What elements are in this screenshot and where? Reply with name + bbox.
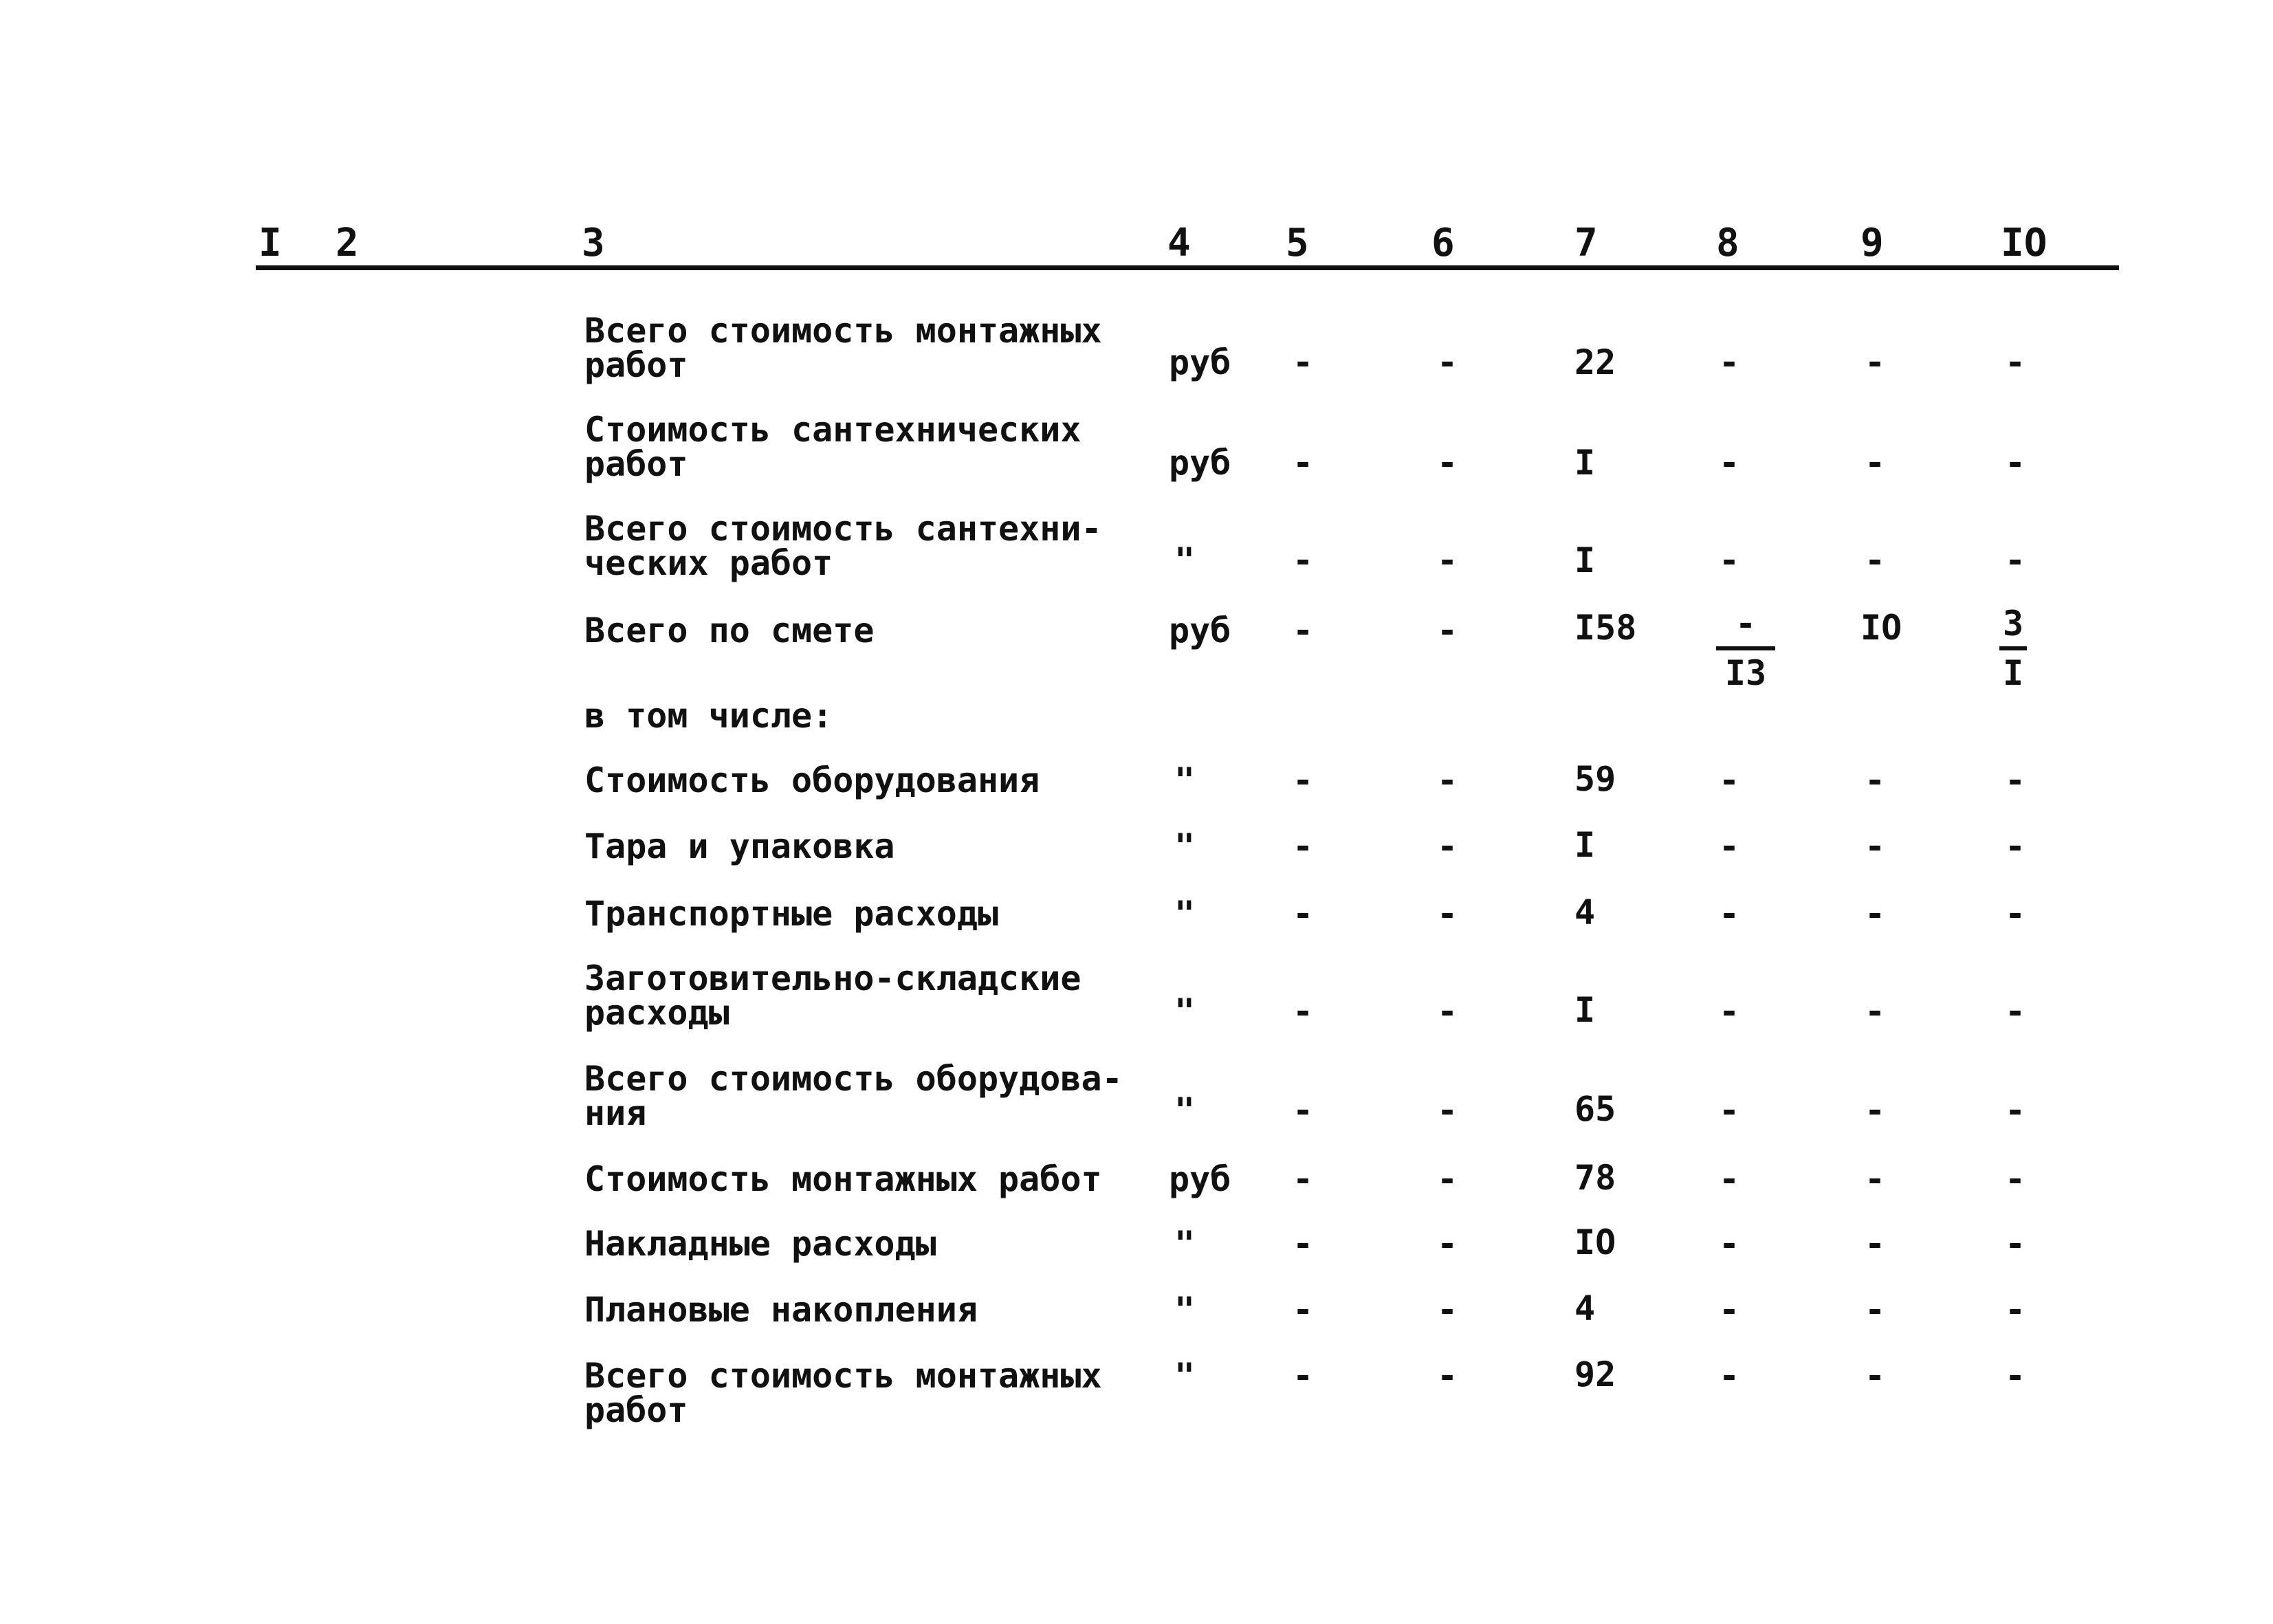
col8-cell: - bbox=[1719, 342, 1740, 382]
col5-cell: - bbox=[1293, 1290, 1314, 1330]
col9-cell: - bbox=[1865, 443, 1886, 483]
col9-cell: - bbox=[1865, 1290, 1886, 1330]
col7-cell: I bbox=[1574, 443, 1596, 483]
col6-cell: - bbox=[1437, 991, 1458, 1031]
col10-fraction bbox=[1999, 604, 2027, 693]
col6-cell: - bbox=[1437, 443, 1458, 483]
col5-cell: - bbox=[1293, 1090, 1314, 1130]
unit-cell: " bbox=[1174, 1090, 1196, 1130]
col8-fraction-numerator: - bbox=[1735, 604, 1757, 644]
unit-cell: руб bbox=[1169, 1159, 1231, 1199]
col5-cell: - bbox=[1293, 540, 1314, 580]
col8-fraction-bar bbox=[1716, 646, 1775, 650]
col6-cell: - bbox=[1437, 611, 1458, 650]
column-header-2: 2 bbox=[336, 221, 359, 265]
unit-cell: " bbox=[1174, 540, 1196, 580]
row-description: Всего стоимость монтажных работ bbox=[584, 311, 1102, 385]
unit-cell: " bbox=[1174, 760, 1196, 800]
col5-cell: - bbox=[1293, 1356, 1314, 1396]
col5-cell: - bbox=[1293, 611, 1314, 650]
row-description: Накладные расходы bbox=[584, 1224, 936, 1264]
unit-cell: " bbox=[1174, 991, 1196, 1031]
unit-cell: " bbox=[1174, 1356, 1196, 1396]
row-description: Стоимость оборудования bbox=[584, 760, 1040, 800]
row-description: Всего стоимость сантехни- ческих работ bbox=[584, 509, 1102, 583]
column-header-9: 9 bbox=[1860, 221, 1884, 265]
row-description: Стоимость монтажных работ bbox=[584, 1159, 1102, 1199]
col10-fraction-numerator: 3 bbox=[2002, 604, 2024, 644]
col10-cell: - bbox=[2005, 443, 2026, 483]
col7-cell: I bbox=[1574, 990, 1596, 1030]
col6-cell: - bbox=[1437, 894, 1458, 934]
col9-cell: - bbox=[1865, 826, 1886, 866]
col9-cell: - bbox=[1865, 1159, 1886, 1199]
col8-cell: - bbox=[1719, 991, 1740, 1031]
column-header-8: 8 bbox=[1716, 221, 1739, 265]
col8-fraction bbox=[1716, 604, 1775, 693]
column-header-3: 3 bbox=[582, 221, 605, 265]
unit-cell: руб bbox=[1169, 611, 1231, 650]
col5-cell: - bbox=[1293, 894, 1314, 934]
col10-cell: - bbox=[2005, 1159, 2026, 1199]
col10-cell: - bbox=[2005, 894, 2026, 934]
col8-cell: - bbox=[1719, 1356, 1740, 1396]
col10-cell: - bbox=[2005, 1224, 2026, 1264]
row-description: Плановые накопления bbox=[584, 1290, 978, 1330]
row-description: Стоимость сантехнических работ bbox=[584, 410, 1081, 484]
column-header-4: 4 bbox=[1167, 221, 1191, 265]
col7-cell: 65 bbox=[1574, 1089, 1616, 1129]
col8-cell: - bbox=[1719, 760, 1740, 800]
row-description: Заготовительно-складские расходы bbox=[584, 958, 1081, 1033]
col8-cell: - bbox=[1719, 1290, 1740, 1330]
col10-cell: - bbox=[2005, 540, 2026, 580]
col9-cell: - bbox=[1865, 1090, 1886, 1130]
col8-cell: - bbox=[1719, 1159, 1740, 1199]
col9-cell: IO bbox=[1860, 608, 1902, 648]
col5-cell: - bbox=[1293, 1159, 1314, 1199]
unit-cell: " bbox=[1174, 826, 1196, 866]
col7-cell: I58 bbox=[1574, 608, 1637, 648]
unit-cell: " bbox=[1174, 894, 1196, 934]
column-header-7: 7 bbox=[1574, 221, 1598, 265]
row-description: Тара и упаковка bbox=[584, 826, 895, 866]
col10-cell: - bbox=[2005, 1090, 2026, 1130]
unit-cell: руб bbox=[1169, 342, 1231, 382]
column-header-10: IO bbox=[2001, 221, 2047, 265]
unit-cell: " bbox=[1174, 1290, 1196, 1330]
col10-fraction-denominator: I bbox=[2002, 653, 2024, 693]
col6-cell: - bbox=[1437, 760, 1458, 800]
col7-cell: 4 bbox=[1574, 1288, 1596, 1328]
col8-cell: - bbox=[1719, 443, 1740, 483]
col7-cell: I bbox=[1574, 825, 1596, 865]
col6-cell: - bbox=[1437, 1090, 1458, 1130]
col5-cell: - bbox=[1293, 342, 1314, 382]
col10-cell: - bbox=[2005, 991, 2026, 1031]
col8-cell: - bbox=[1719, 826, 1740, 866]
row-description: Всего стоимость оборудова- ния bbox=[584, 1059, 1123, 1133]
col7-cell: 22 bbox=[1574, 342, 1616, 382]
col9-cell: - bbox=[1865, 1356, 1886, 1396]
col7-cell: 92 bbox=[1574, 1354, 1616, 1394]
col10-cell: - bbox=[2005, 760, 2026, 800]
col7-cell: IO bbox=[1574, 1222, 1616, 1262]
col5-cell: - bbox=[1293, 991, 1314, 1031]
col9-cell: - bbox=[1865, 540, 1886, 580]
column-header-6: 6 bbox=[1431, 221, 1455, 265]
col9-cell: - bbox=[1865, 342, 1886, 382]
col9-cell: - bbox=[1865, 760, 1886, 800]
column-header-5: 5 bbox=[1286, 221, 1309, 265]
row-description: в том числе: bbox=[584, 696, 833, 736]
col8-cell: - bbox=[1719, 540, 1740, 580]
col8-cell: - bbox=[1719, 1090, 1740, 1130]
col5-cell: - bbox=[1293, 1224, 1314, 1264]
col9-cell: - bbox=[1865, 1224, 1886, 1264]
col8-cell: - bbox=[1719, 894, 1740, 934]
col5-cell: - bbox=[1293, 760, 1314, 800]
col8-fraction-denominator: I3 bbox=[1724, 653, 1767, 693]
col6-cell: - bbox=[1437, 1290, 1458, 1330]
unit-cell: " bbox=[1174, 1224, 1196, 1264]
col10-cell: - bbox=[2005, 342, 2026, 382]
unit-cell: руб bbox=[1169, 443, 1231, 483]
col7-cell: 78 bbox=[1574, 1158, 1616, 1198]
col6-cell: - bbox=[1437, 826, 1458, 866]
col10-cell: - bbox=[2005, 826, 2026, 866]
col6-cell: - bbox=[1437, 1224, 1458, 1264]
col5-cell: - bbox=[1293, 443, 1314, 483]
col7-cell: 59 bbox=[1574, 759, 1616, 799]
row-description: Всего по смете bbox=[584, 611, 875, 650]
column-header-1: I bbox=[259, 221, 282, 265]
col6-cell: - bbox=[1437, 540, 1458, 580]
col9-cell: - bbox=[1865, 894, 1886, 934]
col5-cell: - bbox=[1293, 826, 1314, 866]
col6-cell: - bbox=[1437, 1159, 1458, 1199]
col9-cell: - bbox=[1865, 991, 1886, 1031]
col10-cell: - bbox=[2005, 1356, 2026, 1396]
col10-cell: - bbox=[2005, 1290, 2026, 1330]
col10-fraction-bar bbox=[1999, 646, 2027, 650]
col6-cell: - bbox=[1437, 342, 1458, 382]
row-description: Всего стоимость монтажных работ bbox=[584, 1356, 1102, 1430]
col7-cell: I bbox=[1574, 540, 1596, 580]
col8-cell: - bbox=[1719, 1224, 1740, 1264]
col6-cell: - bbox=[1437, 1356, 1458, 1396]
header-rule bbox=[256, 265, 2119, 270]
row-description: Транспортные расходы bbox=[584, 894, 999, 934]
col7-cell: 4 bbox=[1574, 892, 1596, 932]
